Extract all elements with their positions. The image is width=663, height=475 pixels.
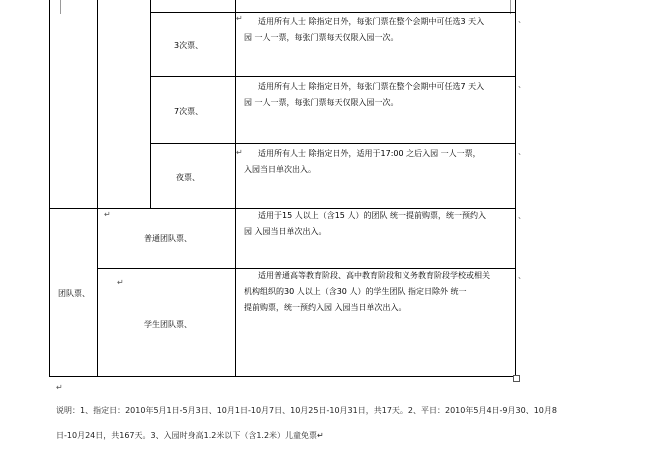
- ticket-desc-night: 适用所有人士 除指定日外，适用于17:00 之后入园 一人一票，: [258, 149, 481, 158]
- row-divider: [150, 143, 516, 144]
- ticket-desc-7-times: 适用所有人士 除指定日外，每张门票在整个会期中可任选7 天入: [258, 82, 485, 91]
- cell-end-mark: 、: [518, 271, 526, 280]
- ticket-type-group: 普通团队票、: [144, 234, 192, 243]
- table-left-line: [49, 0, 50, 377]
- col-divider: [97, 0, 98, 377]
- ticket-type-7-times: 7次票、: [174, 107, 204, 116]
- note-line-2: 日-10月24日，共167天。3、入园时身高1.2米以下（含1.2米）儿童免票↵: [56, 431, 324, 440]
- cell-return-mark: ↵: [117, 278, 124, 287]
- ticket-desc-night-line2: 入园当日单次出入。: [244, 165, 316, 174]
- col-divider: [150, 0, 151, 209]
- ticket-desc-group-line2: 园 入园当日单次出入。: [244, 227, 327, 236]
- cell-end-mark: ↵: [236, 148, 243, 157]
- table-bottom-line: [49, 376, 516, 377]
- cell-end-mark: 、: [518, 80, 526, 89]
- table-top-line: [150, 12, 516, 13]
- table-right-line: [515, 0, 516, 377]
- ticket-type-3-times: 3次票、: [174, 41, 204, 50]
- ticket-type-night: 夜票、: [176, 173, 200, 182]
- ticket-desc-student-group: 适用普通高等教育阶段、高中教育阶段和义务教育阶段学校或相关: [258, 271, 490, 280]
- ticket-desc-group: 适用于15 人以上（含15 人）的团队 统一提前购票，统一预约入: [258, 211, 486, 220]
- paragraph-return-mark: ↵: [56, 383, 63, 392]
- row-divider: [150, 76, 516, 77]
- ticket-desc-student-group-line3: 提前购票，统一预约入园 入园当日单次出入。: [244, 303, 407, 312]
- cell-end-mark: 、: [518, 147, 526, 156]
- table-resize-handle[interactable]: [513, 375, 520, 382]
- note-line-1: 说明：1、指定日：2010年5月1日-5月3日、10月1日-10月7日、10月25日-10月31日，共17天。2、平日：2010年5月4日-9月30、10月8: [56, 406, 557, 415]
- ticket-desc-3-times-line2: 园 一人一票，每张门票每天仅限入园一次。: [244, 33, 399, 42]
- cell-end-mark: 、: [518, 211, 526, 220]
- ticket-desc-3-times: 适用所有人士 除指定日外，每张门票在整个会期中可任选3 天入: [258, 17, 485, 26]
- cell-end-mark: ↵: [236, 14, 243, 23]
- ticket-desc-7-times-line2: 园 一人一票，每张门票每天仅限入园一次。: [244, 98, 399, 107]
- ticket-desc-student-group-line2: 机构组织的30 人以上（含30 人）的学生团队 指定日除外 统一: [244, 287, 467, 296]
- ticket-type-student-group: 学生团队票、: [144, 320, 192, 329]
- group-ticket-label: 团队票、: [58, 289, 90, 298]
- cell-end-mark: 、: [518, 15, 526, 24]
- cell-return-mark: ↵: [104, 210, 111, 219]
- col-divider: [235, 0, 236, 377]
- crop-mark-top-left: [50, 0, 61, 14]
